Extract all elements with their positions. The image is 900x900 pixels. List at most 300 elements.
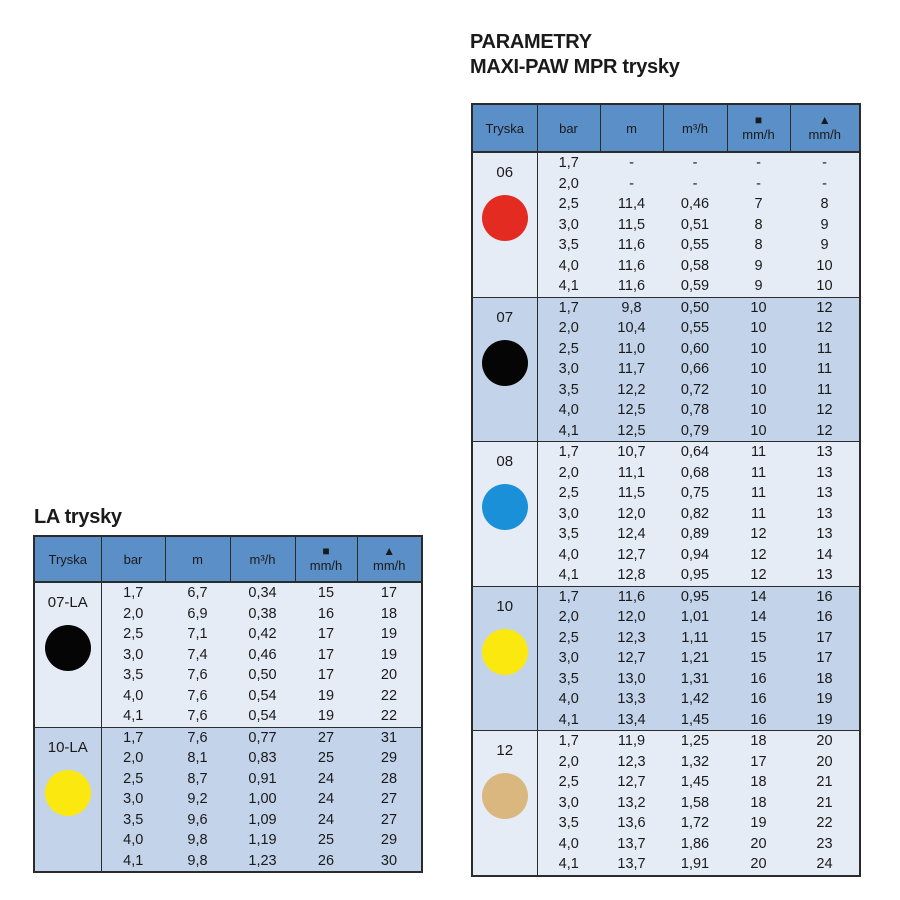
rate-square-cell: 10 [727,359,790,380]
rate-triangle-cell: 17 [357,582,422,604]
rate-square-cell: - [727,174,790,195]
flow-cell: 1,42 [663,689,727,710]
rate-triangle-cell: 12 [790,400,860,421]
header-bar: bar [537,104,600,152]
flow-cell: 0,42 [230,624,295,645]
flow-cell: 0,79 [663,421,727,442]
rate-triangle-cell: 12 [790,318,860,339]
rate-square-cell: 25 [295,748,357,769]
rate-triangle-cell: 20 [357,665,422,686]
pressure-cell: 4,0 [537,545,600,566]
radius-cell: 10,4 [600,318,663,339]
la-spec-table [33,535,423,873]
flow-cell: 1,11 [663,628,727,649]
rate-triangle-cell: 29 [357,748,422,769]
header-m: m [165,536,230,582]
rate-square-cell: 15 [727,628,790,649]
rate-square-cell: 9 [727,276,790,297]
rate-triangle-cell: 11 [790,380,860,401]
rate-triangle-cell: 13 [790,483,860,504]
pressure-cell: 4,1 [537,565,600,586]
flow-cell: 0,54 [230,706,295,727]
rate-square-cell: 10 [727,318,790,339]
radius-cell: 6,9 [165,604,230,625]
radius-cell: 8,1 [165,748,230,769]
header-triangle-unit: mm/h [373,558,406,573]
rate-square-cell: 8 [727,235,790,256]
rate-square-cell: 11 [727,442,790,463]
pressure-cell: 3,5 [101,665,165,686]
flow-cell: 0,72 [663,380,727,401]
nozzle-color-dot-icon [482,629,528,675]
rate-triangle-cell: 13 [790,463,860,484]
pressure-cell: 3,0 [537,359,600,380]
pressure-cell: 2,0 [537,174,600,195]
rate-triangle-cell: 17 [790,648,860,669]
radius-cell: 13,7 [600,834,663,855]
rate-triangle-cell: 30 [357,851,422,873]
nozzle-color-dot-icon [482,340,528,386]
radius-cell: 11,6 [600,256,663,277]
flow-cell: 1,91 [663,854,727,876]
rate-triangle-cell: 14 [790,545,860,566]
rate-triangle-cell: 11 [790,359,860,380]
flow-cell: 1,32 [663,752,727,773]
pressure-cell: 3,5 [537,813,600,834]
rate-triangle-cell: 22 [790,813,860,834]
rate-square-cell: 19 [295,706,357,727]
rate-square-cell: 8 [727,215,790,236]
rate-triangle-cell: 22 [357,686,422,707]
radius-cell: 12,8 [600,565,663,586]
pressure-cell: 4,1 [537,710,600,731]
rate-square-cell: 19 [727,813,790,834]
radius-cell: 12,5 [600,400,663,421]
header-bar: bar [101,536,165,582]
rate-square-cell: 18 [727,772,790,793]
flow-cell: 0,78 [663,400,727,421]
pressure-cell: 2,5 [101,769,165,790]
rate-square-cell: 16 [727,689,790,710]
radius-cell: 12,7 [600,545,663,566]
radius-cell: 7,6 [165,706,230,727]
nozzle-label: 06 [496,164,514,181]
pressure-cell: 3,0 [537,793,600,814]
rate-triangle-cell: 18 [790,669,860,690]
radius-cell: 7,6 [165,665,230,686]
nozzle-color-dot-icon [482,195,528,241]
header-square-rate [727,104,790,152]
rate-triangle-cell: 21 [790,793,860,814]
pressure-cell: 2,0 [537,607,600,628]
flow-cell: 1,45 [663,772,727,793]
radius-cell: 12,7 [600,772,663,793]
rate-square-cell: 10 [727,339,790,360]
flow-cell: 0,64 [663,442,727,463]
radius-cell: 7,6 [165,727,230,748]
rate-square-cell: 10 [727,421,790,442]
pressure-cell: 1,7 [537,442,600,463]
pressure-cell: 1,7 [101,582,165,604]
pressure-cell: 4,0 [537,256,600,277]
rate-square-cell: 15 [295,582,357,604]
rate-square-cell: 19 [295,686,357,707]
flow-cell: 0,68 [663,463,727,484]
rate-triangle-cell: 24 [790,854,860,876]
pressure-cell: 3,0 [537,504,600,525]
flow-cell: 1,00 [230,789,295,810]
nozzle-label: 08 [496,453,514,470]
header-triangle-unit: mm/h [808,127,841,142]
rate-triangle-cell: 29 [357,830,422,851]
table-header-row [472,104,860,152]
triangle-icon: ▲ [383,544,396,558]
pressure-cell: 4,0 [537,689,600,710]
rate-triangle-cell: 19 [790,710,860,731]
header-square-unit: mm/h [309,558,343,573]
rate-triangle-cell: 10 [790,256,860,277]
radius-cell: 11,7 [600,359,663,380]
pressure-cell: 2,0 [101,748,165,769]
pressure-cell: 3,5 [537,380,600,401]
header-square-rate [295,536,357,582]
nozzle-cell [34,727,101,872]
rate-square-cell: 27 [295,727,357,748]
pressure-cell: 2,5 [537,772,600,793]
rate-square-cell: 20 [727,834,790,855]
radius-cell: 8,7 [165,769,230,790]
radius-cell: 13,6 [600,813,663,834]
table-row [472,442,860,463]
rate-triangle-cell: 16 [790,607,860,628]
pressure-cell: 1,7 [537,731,600,752]
header-flow: m³/h [663,104,727,152]
header-flow: m³/h [230,536,295,582]
rate-triangle-cell: 19 [357,624,422,645]
header-m: m [600,104,663,152]
flow-cell: 0,46 [230,645,295,666]
square-icon: ■ [322,544,330,558]
radius-cell: 7,6 [165,686,230,707]
rate-triangle-cell: 19 [790,689,860,710]
radius-cell: 9,6 [165,810,230,831]
rate-square-cell: 16 [295,604,357,625]
header-nozzle: Tryska [34,536,101,582]
flow-cell: 0,83 [230,748,295,769]
rate-triangle-cell: 13 [790,504,860,525]
rate-triangle-cell: 8 [790,194,860,215]
rate-triangle-cell: 18 [357,604,422,625]
flow-cell: 0,75 [663,483,727,504]
rate-square-cell: 12 [727,545,790,566]
radius-cell: 11,6 [600,276,663,297]
pressure-cell: 3,5 [537,669,600,690]
rate-triangle-cell: 13 [790,442,860,463]
rate-square-cell: 11 [727,463,790,484]
nozzle-cell [472,731,537,876]
flow-cell: 1,25 [663,731,727,752]
radius-cell: 7,1 [165,624,230,645]
rate-square-cell: 14 [727,607,790,628]
flow-cell: 1,86 [663,834,727,855]
table-row [472,586,860,607]
pressure-cell: 2,5 [537,339,600,360]
mpr-spec-table [471,103,861,877]
rate-triangle-cell: 28 [357,769,422,790]
rate-triangle-cell: 22 [357,706,422,727]
flow-cell: 0,58 [663,256,727,277]
mpr-title-line1: PARAMETRY [470,31,592,53]
rate-square-cell: 17 [727,752,790,773]
flow-cell: 1,09 [230,810,295,831]
radius-cell: 10,7 [600,442,663,463]
radius-cell: 11,0 [600,339,663,360]
pressure-cell: 1,7 [537,152,600,174]
flow-cell: 0,89 [663,524,727,545]
rate-square-cell: 10 [727,400,790,421]
pressure-cell: 4,1 [537,421,600,442]
rate-triangle-cell: 10 [790,276,860,297]
pressure-cell: 1,7 [101,727,165,748]
nozzle-cell [472,297,537,442]
rate-triangle-cell: 13 [790,565,860,586]
radius-cell: 12,2 [600,380,663,401]
header-triangle-rate [357,536,422,582]
pressure-cell: 4,0 [101,830,165,851]
flow-cell: - [663,174,727,195]
radius-cell: 9,8 [600,297,663,318]
flow-cell: 0,34 [230,582,295,604]
radius-cell: 13,3 [600,689,663,710]
radius-cell: 11,5 [600,483,663,504]
nozzle-color-dot-icon [45,625,91,671]
table-row [472,297,860,318]
radius-cell: 13,4 [600,710,663,731]
table-row [472,731,860,752]
rate-square-cell: 17 [295,624,357,645]
radius-cell: - [600,174,663,195]
flow-cell: 0,82 [663,504,727,525]
pressure-cell: 4,1 [537,854,600,876]
flow-cell: 1,31 [663,669,727,690]
nozzle-cell [472,586,537,731]
pressure-cell: 3,5 [537,235,600,256]
rate-square-cell: 26 [295,851,357,873]
rate-square-cell: 16 [727,669,790,690]
flow-cell: 0,55 [663,235,727,256]
radius-cell: 12,5 [600,421,663,442]
radius-cell: 11,6 [600,586,663,607]
rate-triangle-cell: 20 [790,731,860,752]
rate-square-cell: 25 [295,830,357,851]
pressure-cell: 2,0 [101,604,165,625]
radius-cell: - [600,152,663,174]
rate-triangle-cell: 12 [790,297,860,318]
rate-square-cell: 9 [727,256,790,277]
pressure-cell: 3,0 [101,645,165,666]
header-triangle-rate [790,104,860,152]
pressure-cell: 4,1 [101,706,165,727]
rate-triangle-cell: 27 [357,789,422,810]
pressure-cell: 2,5 [537,194,600,215]
rate-square-cell: - [727,152,790,174]
rate-triangle-cell: 9 [790,235,860,256]
rate-triangle-cell: 27 [357,810,422,831]
rate-triangle-cell: 31 [357,727,422,748]
radius-cell: 12,3 [600,628,663,649]
pressure-cell: 2,5 [537,483,600,504]
la-section-title: LA trysky [34,506,122,528]
flow-cell: 1,19 [230,830,295,851]
pressure-cell: 3,0 [537,648,600,669]
flow-cell: 0,91 [230,769,295,790]
flow-cell: 0,50 [230,665,295,686]
flow-cell: 1,45 [663,710,727,731]
radius-cell: 9,8 [165,830,230,851]
rate-square-cell: 7 [727,194,790,215]
pressure-cell: 2,5 [101,624,165,645]
table-row [472,152,860,174]
pressure-cell: 4,0 [537,834,600,855]
rate-square-cell: 20 [727,854,790,876]
rate-square-cell: 24 [295,810,357,831]
flow-cell: 0,60 [663,339,727,360]
mpr-title-line2: MAXI-PAW MPR trysky [470,56,680,78]
pressure-cell: 1,7 [537,586,600,607]
rate-square-cell: 12 [727,565,790,586]
rate-triangle-cell: 16 [790,586,860,607]
radius-cell: 11,1 [600,463,663,484]
rate-square-cell: 17 [295,665,357,686]
nozzle-color-dot-icon [482,484,528,530]
pressure-cell: 2,5 [537,628,600,649]
nozzle-cell [34,582,101,727]
rate-square-cell: 11 [727,504,790,525]
rate-square-cell: 24 [295,769,357,790]
rate-square-cell: 18 [727,731,790,752]
radius-cell: 6,7 [165,582,230,604]
radius-cell: 12,3 [600,752,663,773]
radius-cell: 9,2 [165,789,230,810]
pressure-cell: 4,1 [101,851,165,873]
radius-cell: 12,7 [600,648,663,669]
pressure-cell: 3,0 [101,789,165,810]
rate-triangle-cell: 17 [790,628,860,649]
radius-cell: 9,8 [165,851,230,873]
table-row [34,727,422,748]
radius-cell: 13,0 [600,669,663,690]
radius-cell: 11,4 [600,194,663,215]
rate-triangle-cell: 19 [357,645,422,666]
rate-square-cell: 11 [727,483,790,504]
table-header-row [34,536,422,582]
table-row [34,582,422,604]
radius-cell: 7,4 [165,645,230,666]
rate-triangle-cell: 20 [790,752,860,773]
rate-triangle-cell: - [790,152,860,174]
flow-cell: 0,95 [663,586,727,607]
radius-cell: 11,9 [600,731,663,752]
radius-cell: 12,0 [600,607,663,628]
rate-square-cell: 24 [295,789,357,810]
nozzle-label: 07 [496,308,514,326]
flow-cell: 0,59 [663,276,727,297]
rate-square-cell: 12 [727,524,790,545]
flow-cell: 1,72 [663,813,727,834]
rate-square-cell: 14 [727,586,790,607]
square-icon: ■ [754,113,763,127]
nozzle-label: 07-LA [47,594,88,611]
flow-cell: 0,95 [663,565,727,586]
pressure-cell: 4,0 [537,400,600,421]
nozzle-label: 12 [496,742,514,759]
pressure-cell: 4,1 [537,276,600,297]
pressure-cell: 3,5 [537,524,600,545]
radius-cell: 12,4 [600,524,663,545]
flow-cell: - [663,152,727,174]
pressure-cell: 1,7 [537,297,600,318]
rate-triangle-cell: 13 [790,524,860,545]
pressure-cell: 2,0 [537,318,600,339]
flow-cell: 1,23 [230,851,295,873]
rate-square-cell: 17 [295,645,357,666]
pressure-cell: 2,0 [537,752,600,773]
flow-cell: 0,51 [663,215,727,236]
rate-square-cell: 10 [727,380,790,401]
flow-cell: 1,58 [663,793,727,814]
flow-cell: 0,77 [230,727,295,748]
flow-cell: 0,94 [663,545,727,566]
nozzle-color-dot-icon [482,773,528,819]
nozzle-cell [472,152,537,297]
rate-square-cell: 10 [727,297,790,318]
triangle-icon: ▲ [818,113,831,127]
rate-triangle-cell: 11 [790,339,860,360]
nozzle-label: 10 [496,597,514,615]
radius-cell: 13,2 [600,793,663,814]
rate-triangle-cell: - [790,174,860,195]
flow-cell: 0,46 [663,194,727,215]
pressure-cell: 4,0 [101,686,165,707]
nozzle-color-dot-icon [45,770,91,816]
radius-cell: 11,5 [600,215,663,236]
flow-cell: 1,21 [663,648,727,669]
flow-cell: 0,66 [663,359,727,380]
pressure-cell: 3,5 [101,810,165,831]
nozzle-cell [472,442,537,587]
rate-square-cell: 18 [727,793,790,814]
rate-square-cell: 16 [727,710,790,731]
pressure-cell: 2,0 [537,463,600,484]
radius-cell: 13,7 [600,854,663,876]
header-square-unit: mm/h [742,127,775,142]
radius-cell: 11,6 [600,235,663,256]
flow-cell: 1,01 [663,607,727,628]
flow-cell: 0,54 [230,686,295,707]
rate-triangle-cell: 23 [790,834,860,855]
nozzle-label: 10-LA [47,738,88,756]
rate-triangle-cell: 21 [790,772,860,793]
flow-cell: 0,55 [663,318,727,339]
rate-triangle-cell: 9 [790,215,860,236]
radius-cell: 12,0 [600,504,663,525]
header-nozzle: Tryska [472,104,537,152]
mpr-section-title [470,30,680,80]
rate-triangle-cell: 12 [790,421,860,442]
pressure-cell: 3,0 [537,215,600,236]
flow-cell: 0,50 [663,297,727,318]
flow-cell: 0,38 [230,604,295,625]
